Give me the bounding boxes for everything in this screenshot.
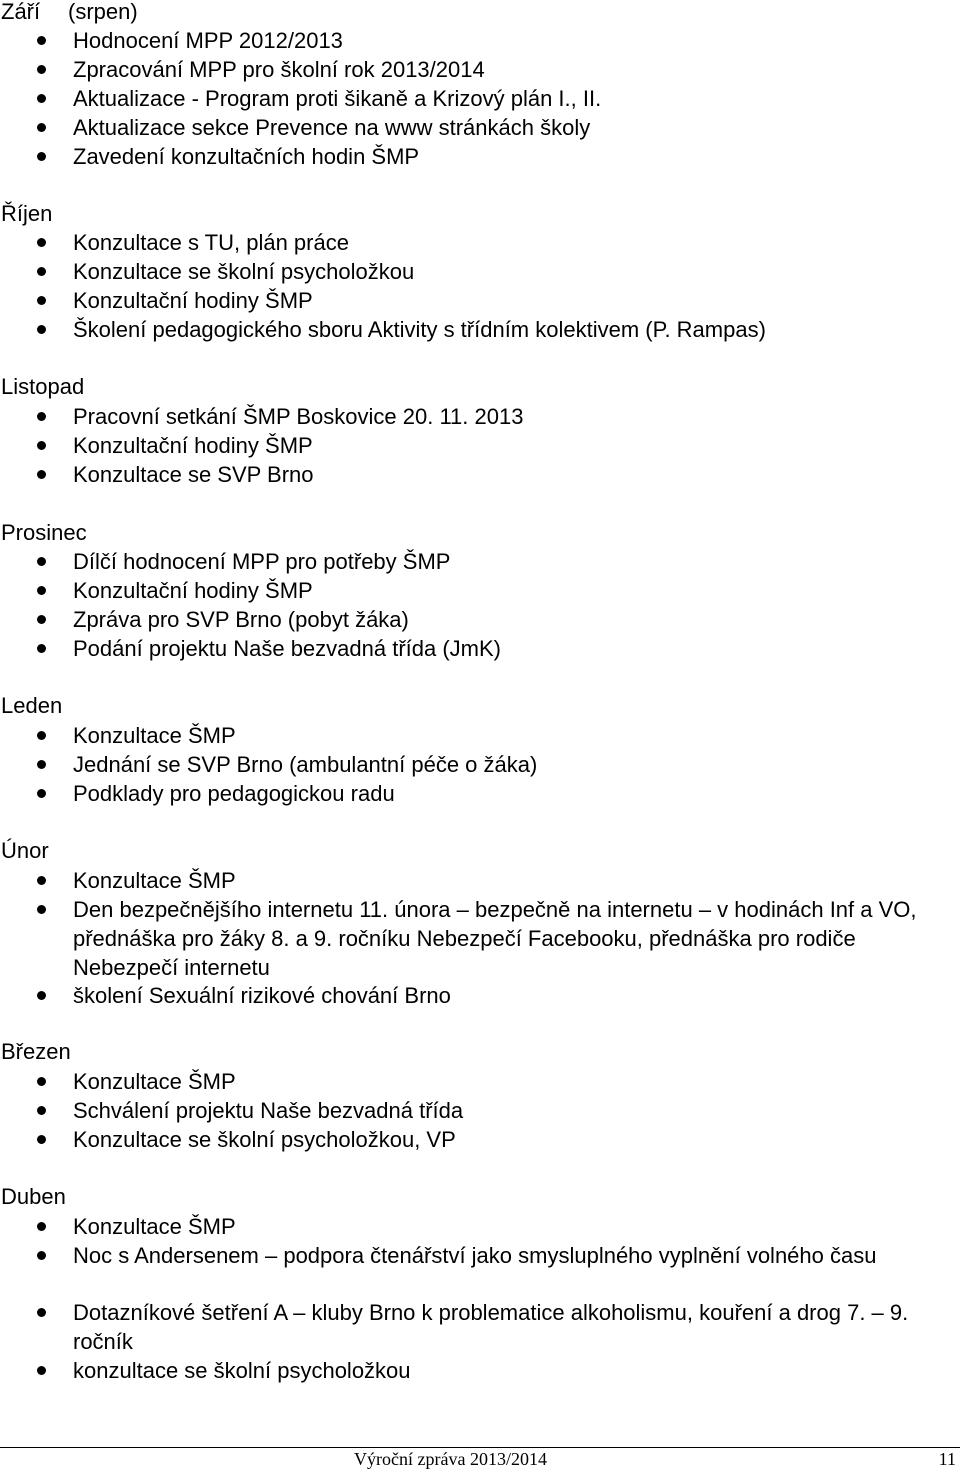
bullet-icon (37, 1106, 46, 1115)
list-item: Konzultace ŠMP (73, 723, 236, 748)
month-heading: Prosinec (1, 520, 87, 545)
bullet-icon (37, 94, 46, 103)
month-heading: Březen (1, 1039, 71, 1064)
bullet-icon (37, 1077, 46, 1086)
bullet-icon (37, 615, 46, 624)
bullet-icon (37, 905, 46, 914)
list-item: Konzultace se SVP Brno (73, 462, 314, 487)
bullet-icon (37, 1251, 46, 1260)
list-item: Hodnocení MPP 2012/2013 (73, 28, 343, 53)
bullet-icon (37, 296, 46, 305)
month-heading: Únor (1, 838, 49, 863)
bullet-icon (37, 586, 46, 595)
list-item: Den bezpečnějšího internetu 11. února – bezpečně na internetu – v hodinách Inf a VO, přednáška pro žáky 8. a 9. ročníku Nebezpečí Facebooku, přednáška pro rodiče Nebezpečí internetu (73, 897, 917, 980)
list-item: Konzultační hodiny ŠMP (73, 578, 313, 603)
bullet-icon (37, 760, 46, 769)
bullet-icon (37, 1308, 46, 1317)
bullet-icon (37, 36, 46, 45)
month-heading: Říjen (1, 201, 53, 226)
bullet-icon (37, 991, 46, 1000)
list-item: Aktualizace sekce Prevence na www stránkách školy (73, 115, 591, 140)
bullet-icon (37, 238, 46, 247)
footer-divider (0, 1447, 960, 1448)
bullet-icon (37, 1366, 46, 1375)
bullet-icon (37, 470, 46, 479)
page-footer (0, 1447, 960, 1471)
month-title: Září (1, 0, 41, 24)
list-item: školení Sexuální rizikové chování Brno (73, 983, 451, 1008)
bullet-icon (37, 644, 46, 653)
list-item: Konzultace s TU, plán práce (73, 230, 349, 255)
list-item: Podklady pro pedagogickou radu (73, 781, 395, 806)
list-item: Zpracování MPP pro školní rok 2013/2014 (73, 57, 485, 82)
bullet-icon (37, 557, 46, 566)
bullet-icon (37, 1135, 46, 1144)
month-subtitle: (srpen) (68, 0, 138, 24)
bullet-icon (37, 152, 46, 161)
bullet-icon (37, 325, 46, 334)
list-item: Noc s Andersenem – podpora čtenářství jako smysluplného vyplnění volného času (73, 1243, 877, 1268)
list-item: Pracovní setkání ŠMP Boskovice 20. 11. 2013 (73, 404, 524, 429)
list-item: Zpráva pro SVP Brno (pobyt žáka) (73, 607, 409, 632)
month-heading: Leden (1, 693, 63, 718)
bullet-icon (37, 65, 46, 74)
list-item: konzultace se školní psycholožkou (73, 1358, 411, 1383)
list-item: Aktualizace - Program proti šikaně a Krizový plán I., II. (73, 86, 602, 111)
list-item: Podání projektu Naše bezvadná třída (JmK) (73, 636, 502, 661)
bullet-icon (37, 123, 46, 132)
month-heading (1, 0, 138, 26)
bullet-icon (37, 731, 46, 740)
bullet-icon (37, 267, 46, 276)
list-item: Konzultační hodiny ŠMP (73, 433, 313, 458)
list-item: Konzultace se školní psycholožkou, VP (73, 1127, 456, 1152)
month-heading: Listopad (1, 374, 85, 399)
list-item: Schválení projektu Naše bezvadná třída (73, 1098, 464, 1123)
list-item: Konzultace ŠMP (73, 1214, 236, 1239)
list-item: Dílčí hodnocení MPP pro potřeby ŠMP (73, 549, 451, 574)
list-item: Konzultační hodiny ŠMP (73, 288, 313, 313)
list-item: Konzultace ŠMP (73, 1069, 236, 1094)
list-item: Dotazníkové šetření A – kluby Brno k problematice alkoholismu, kouření a drog 7. – 9. ročník (73, 1300, 909, 1354)
bullet-icon (37, 441, 46, 450)
list-item: Konzultace se školní psycholožkou (73, 259, 415, 284)
bullet-icon (37, 789, 46, 798)
page-number: 11 (938, 1449, 956, 1469)
month-heading: Duben (1, 1184, 66, 1209)
list-item: Zavedení konzultačních hodin ŠMP (73, 144, 420, 169)
list-item: Školení pedagogického sboru Aktivity s třídním kolektivem (P. Rampas) (73, 317, 766, 342)
bullet-icon (37, 1222, 46, 1231)
footer-title: Výroční zpráva 2013/2014 (354, 1449, 547, 1469)
bullet-icon (37, 412, 46, 421)
bullet-icon (37, 876, 46, 885)
list-item: Jednání se SVP Brno (ambulantní péče o žáka) (73, 752, 538, 777)
list-item: Konzultace ŠMP (73, 868, 236, 893)
